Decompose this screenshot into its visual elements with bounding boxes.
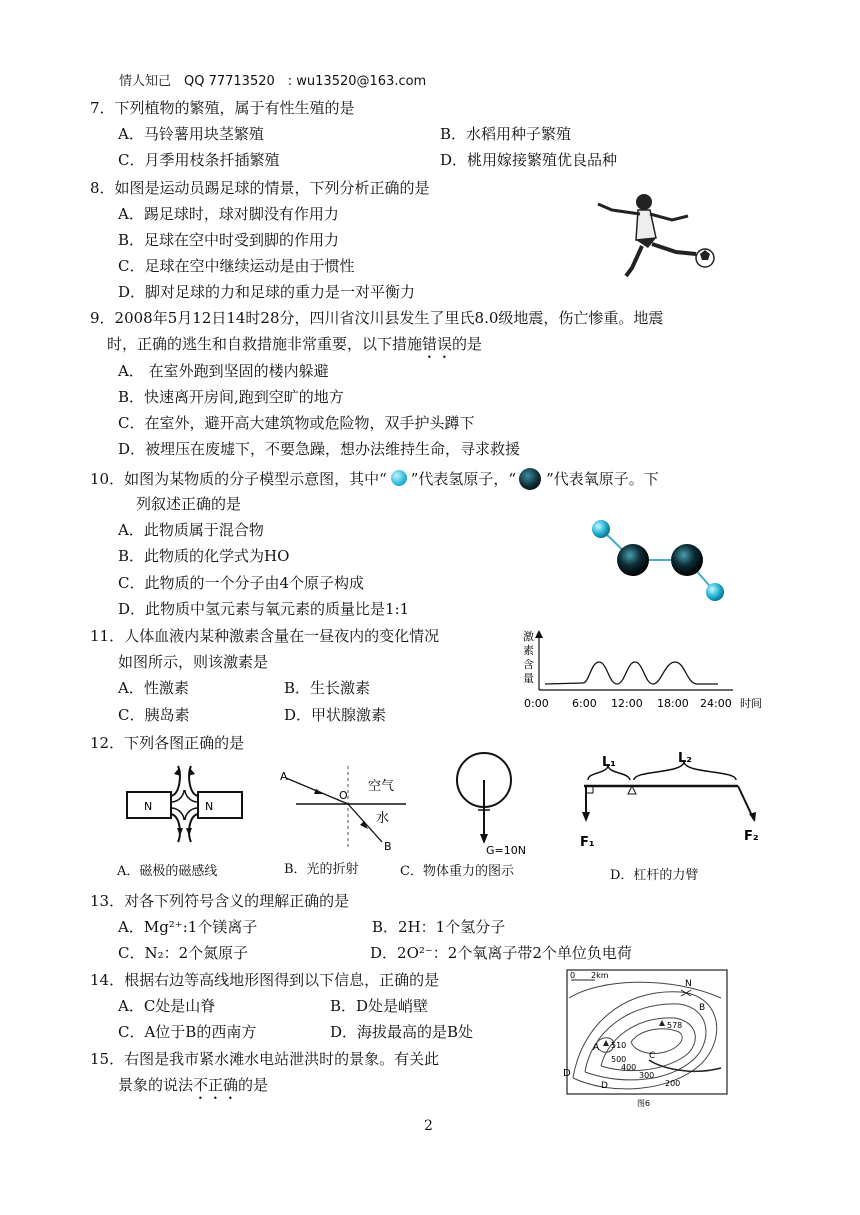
- q14-option-b: B．D处是峭壁: [330, 997, 429, 1015]
- q12-caption-a: A．磁极的磁感线: [117, 864, 218, 879]
- q14-option-d: D．海拔最高的是B处: [330, 1023, 474, 1041]
- refraction-figure: [276, 766, 416, 852]
- q11-option-a: A．性激素: [118, 679, 189, 697]
- map-label-b: B: [699, 1003, 706, 1013]
- q7-option-c: C．月季用枝条扦插繁殖: [118, 151, 280, 169]
- page-number: 2: [424, 1118, 433, 1134]
- q15-stem-line1: 15．右图是我市紧水滩水电站泄洪时的景象。有关此: [90, 1050, 440, 1068]
- q8-option-d: D．脚对足球的力和足球的重力是一对平衡力: [118, 283, 416, 301]
- q10-option-c: C．此物质的一个分子由4个原子构成: [118, 574, 365, 592]
- chart-hormone-line: [545, 662, 718, 684]
- map-peak-578: 578: [667, 1021, 683, 1030]
- q9-stem-text: 时，正确的逃生和自救措施非常重要，以下措施: [107, 335, 423, 353]
- q11-stem-line2: 如图所示，则该激素是: [118, 653, 269, 671]
- gravity-label: G=10N: [486, 844, 526, 856]
- refraction-label-a: A: [280, 770, 288, 783]
- map-510: 510: [611, 1041, 627, 1050]
- q14-option-c: C．A位于B的西南方: [118, 1023, 257, 1041]
- refraction-label-water: 水: [376, 811, 390, 826]
- lever-figure: [578, 752, 768, 852]
- map-scale-zero: 0: [570, 971, 576, 980]
- map-north: N: [685, 979, 692, 989]
- q15-stem-end: 的是: [238, 1076, 269, 1094]
- q9-emphasis-wrong: 错误: [422, 335, 453, 353]
- q13-option-a: A．Mg²⁺:1个镁离子: [118, 918, 258, 936]
- q10-stem-c: ”代表氧原子。下: [546, 470, 659, 488]
- q7-option-b: B．水稻用种子繁殖: [440, 125, 572, 143]
- q8-option-b: B．足球在空中时受到脚的作用力: [118, 231, 340, 249]
- map-label-a: A: [593, 1043, 600, 1053]
- q10-option-d: D．此物质中氢元素与氧元素的质量比是1:1: [118, 600, 410, 618]
- q10-stem-line1: [90, 468, 659, 489]
- q12-caption-b: B．光的折射: [284, 862, 359, 877]
- q10-option-a: A．此物质属于混合物: [118, 521, 264, 539]
- q10-stem-line2: 列叙述正确的是: [136, 495, 242, 513]
- q9-stem-line1: 9．2008年5月12日14时28分，四川省汶川县发生了里氏8.0级地震，伤亡惨重。地震: [90, 309, 664, 327]
- q7-stem: 7．下列植物的繁殖，属于有性生殖的是: [90, 99, 355, 117]
- molecule-model-figure: [585, 515, 725, 610]
- q12-stem: 12．下列各图正确的是: [90, 734, 245, 752]
- chart-ylabel-4: 量: [523, 672, 534, 685]
- oxygen-atom-icon: [516, 468, 546, 488]
- q8-stem: 8．如图是运动员踢足球的情景，下列分析正确的是: [90, 179, 430, 197]
- q9-option-c: C．在室外，避开高大建筑物或危险物，双手护头蹲下: [118, 414, 475, 432]
- refraction-label-b: B: [384, 840, 392, 852]
- q11-option-d: D．甲状腺激素: [284, 706, 387, 724]
- map-label-c: C: [649, 1051, 656, 1061]
- q7-option-a: A．马铃薯用块茎繁殖: [118, 125, 264, 143]
- q10-stem-b: ”代表氢原子，“: [410, 470, 517, 488]
- hormone-chart: [515, 626, 775, 712]
- q9-option-b: B．快速离开房间,跑到空旷的地方: [118, 388, 344, 406]
- chart-ylabel-3: 含: [523, 658, 534, 671]
- map-figure-label: 图6: [637, 1099, 651, 1108]
- q12-caption-c: C．物体重力的图示: [400, 864, 514, 879]
- q8-option-c: C．足球在空中继续运动是由于惯性: [118, 257, 355, 275]
- map-400: 400: [621, 1063, 637, 1072]
- q15-stem-line2: [118, 1075, 268, 1103]
- q12-caption-d: D．杠杆的力臂: [610, 868, 699, 883]
- q9-stem-end: 的是: [452, 335, 483, 353]
- contour-map-figure: [561, 968, 729, 1108]
- magnet-n-right: N: [205, 800, 214, 813]
- map-label-d1: D: [563, 1068, 571, 1079]
- refraction-label-o: O: [339, 789, 348, 802]
- gravity-figure: [452, 750, 537, 856]
- q10-option-b: B．此物质的化学式为HO: [118, 547, 290, 565]
- q13-option-d: D．2O²⁻：2个氧离子带2个单位负电荷: [370, 944, 632, 962]
- chart-tick-2: 12:00: [611, 697, 643, 710]
- q9-option-d: D．被埋压在废墟下，不要急躁，想办法维持生命，寻求救援: [118, 440, 521, 458]
- q9-stem-line2: [107, 334, 482, 362]
- q11-stem-line1: 11．人体血液内某种激素含量在一昼夜内的变化情况: [90, 627, 440, 645]
- q8-option-a: A．踢足球时，球对脚没有作用力: [118, 205, 339, 223]
- map-300: 300: [639, 1071, 655, 1080]
- lever-label-l1: L₁: [602, 755, 616, 770]
- q15-emphasis-incorrect: 不正确: [193, 1076, 239, 1094]
- chart-tick-0: 0:00: [524, 697, 549, 710]
- lever-label-f2: F₂: [744, 829, 759, 844]
- chart-ylabel-1: 激: [523, 630, 534, 643]
- page-header: 情人知己 QQ 77713520 : wu13520@163.com: [119, 74, 427, 89]
- map-500: 500: [611, 1055, 627, 1064]
- chart-ylabel-2: 素: [523, 644, 534, 657]
- map-label-d2: D: [601, 1081, 608, 1091]
- chart-y-arrow: [535, 630, 543, 638]
- q11-option-b: B．生长激素: [284, 679, 371, 697]
- q13-stem: 13．对各下列符号含义的理解正确的是: [90, 892, 350, 910]
- q14-option-a: A．C处是山脊: [118, 997, 216, 1015]
- lever-label-f1: F₁: [580, 835, 595, 850]
- refraction-label-air: 空气: [368, 779, 395, 794]
- soccer-player-figure: [592, 190, 722, 280]
- q14-stem: 14．根据右边等高线地形图得到以下信息，正确的是: [90, 971, 440, 989]
- map-200: 200: [665, 1079, 681, 1088]
- q7-option-d: D．桃用嫁接繁殖优良品种: [440, 151, 618, 169]
- chart-tick-1: 6:00: [572, 697, 597, 710]
- lever-label-l2: L₂: [678, 752, 692, 766]
- q13-option-b: B．2H：1个氢分子: [372, 918, 506, 936]
- chart-tick-4: 24:00: [700, 697, 732, 710]
- chart-tick-3: 18:00: [657, 697, 689, 710]
- q15-stem-text: 景象的说法: [118, 1076, 194, 1094]
- q11-option-c: C．胰岛素: [118, 706, 190, 724]
- hydrogen-atom-icon: [387, 469, 411, 487]
- map-scale: 2km: [591, 971, 609, 980]
- chart-xlabel: 时间: [740, 697, 762, 710]
- magnet-field-figure: [122, 764, 247, 844]
- q9-option-a: A． 在室外跑到坚固的楼内躲避: [118, 362, 329, 380]
- q13-option-c: C．N₂：2个氮原子: [118, 944, 249, 962]
- q10-stem-a: 10．如图为某物质的分子模型示意图，其中“: [90, 470, 387, 488]
- magnet-n-left: N: [144, 800, 153, 813]
